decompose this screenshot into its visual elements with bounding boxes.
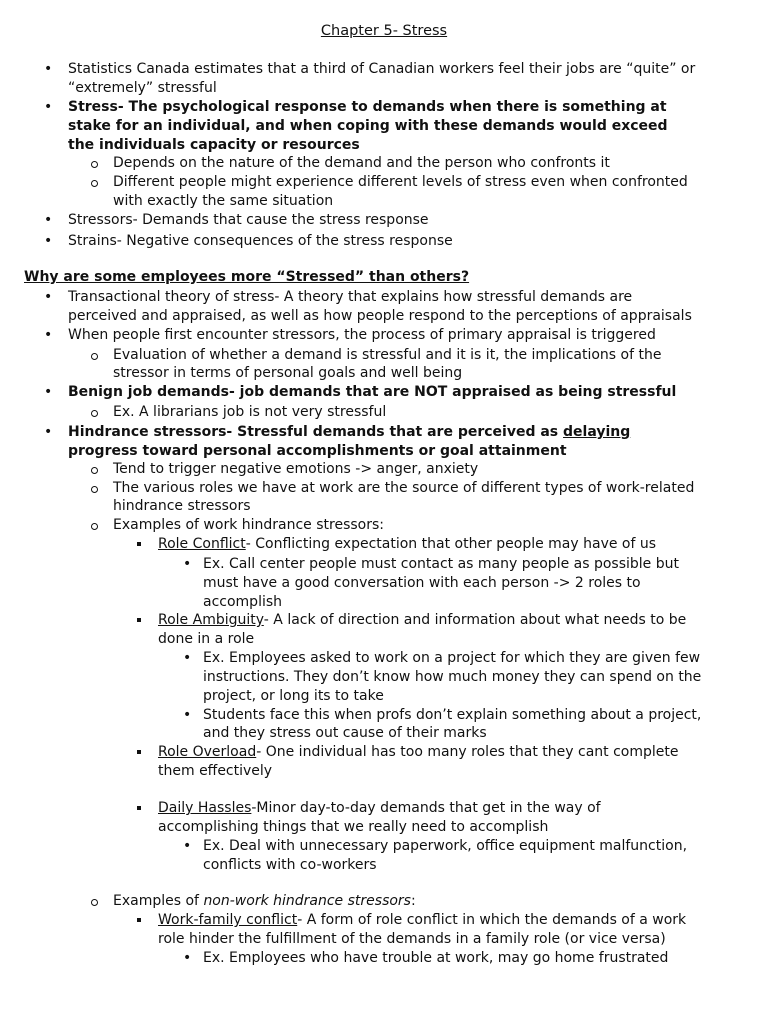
square-bullet-marker [137, 750, 141, 754]
sub-bullet-marker [91, 467, 98, 474]
sub-bullet-text: hindrance stressors [113, 498, 251, 514]
non-work-term: non-work hindrance stressors [203, 893, 411, 909]
example-text: Ex. Deal with unnecessary paperwork, office equipment malfunction, [203, 838, 688, 854]
sub-bullet-marker [91, 161, 98, 168]
bullet-text: When people first encounter stressors, the process of primary appraisal is triggered [68, 327, 656, 343]
role-conflict-item [158, 535, 656, 554]
definition-hindrance-text: Hindrance stressors- Stressful demands that are perceived as [68, 424, 564, 440]
work-family-item [158, 911, 686, 930]
daily-hassles-definition: accomplishing things that we really need to accomplish [158, 819, 549, 835]
role-overload-definition: them effectively [158, 763, 273, 779]
page-title: Chapter 5- Stress [320, 23, 448, 39]
definition-hindrance: progress toward personal accomplishments or goal attainment [68, 443, 567, 459]
work-family-definition: role hinder the fulfillment of the demands in a family role (or vice versa) [158, 931, 666, 947]
example-text: instructions. They don’t know how much money they can spend on the [203, 669, 702, 685]
definition-hindrance [68, 423, 630, 442]
definition-benign: Benign job demands- job demands that are NOT appraised as being stressful [68, 384, 677, 400]
example-text: accomplish [203, 594, 283, 610]
example-text: Students face this when profs don’t explain something about a project, [203, 707, 702, 723]
bullet-marker: • [44, 233, 53, 249]
sub-bullet-marker [91, 353, 98, 360]
term-daily-hassles: Daily Hassles [158, 800, 252, 816]
square-bullet-marker [137, 618, 141, 622]
sub-bullet-text: Depends on the nature of the demand and the person who confronts it [113, 155, 610, 171]
example-text: and they stress out cause of their marks [203, 725, 487, 741]
example-text: must have a good conversation with each person -> 2 roles to [203, 575, 641, 591]
sub-bullet-marker [91, 899, 98, 906]
bullet-marker: • [44, 289, 53, 305]
bullet-text: Strains- Negative consequences of the stress response [68, 233, 453, 249]
sub-bullet-text: Examples of work hindrance stressors: [113, 517, 385, 533]
bullet-marker: • [44, 99, 53, 115]
sub-bullet-text: Different people might experience different levels of stress even when confronted [113, 174, 688, 190]
square-bullet-marker [137, 918, 141, 922]
sub-bullet-text: Tend to trigger negative emotions -> anger, anxiety [113, 461, 479, 477]
example-text: Ex. Employees asked to work on a project for which they are given few [203, 650, 701, 666]
bullet-marker: • [44, 424, 53, 440]
example-text: project, or long its to take [203, 688, 384, 704]
sub-bullet-text: with exactly the same situation [113, 193, 334, 209]
example-text: conflicts with co-workers [203, 857, 377, 873]
bullet-text: Statistics Canada estimates that a third of Canadian workers feel their jobs are “quite” or [68, 61, 696, 77]
sub-bullet-text: The various roles we have at work are the source of different types of work-related [113, 480, 695, 496]
work-family-definition: - A form of role conflict in which the demands of a work [297, 912, 687, 928]
non-work-heading [113, 892, 416, 911]
sub-bullet-text: Evaluation of whether a demand is stressful and it is it, the implications of the [113, 347, 662, 363]
bullet-marker: • [44, 327, 53, 343]
non-work-colon: : [410, 893, 416, 909]
bullet-marker: • [44, 212, 53, 228]
non-work-prefix: Examples of [113, 893, 204, 909]
square-bullet-marker [137, 806, 141, 810]
example-text: Ex. Employees who have trouble at work, may go home frustrated [203, 950, 669, 966]
bullet-marker: • [183, 650, 192, 666]
role-ambiguity-definition: done in a role [158, 631, 255, 647]
sub-bullet-marker [91, 523, 98, 530]
daily-hassles-item [158, 799, 601, 818]
bullet-marker: • [44, 61, 53, 77]
bullet-marker: • [183, 556, 192, 572]
sub-bullet-marker [91, 180, 98, 187]
bullet-text: Stressors- Demands that cause the stress response [68, 212, 429, 228]
role-overload-definition: - One individual has too many roles that they cant complete [256, 744, 679, 760]
bullet-marker: • [44, 384, 53, 400]
role-ambiguity-definition: - A lack of direction and information about what needs to be [263, 612, 687, 628]
term-role-conflict: Role Conflict [158, 536, 246, 552]
bullet-marker: • [183, 707, 192, 723]
bullet-text: perceived and appraised, as well as how people respond to the perceptions of appraisals [68, 308, 692, 324]
definition-stress: the individuals capacity or resources [68, 137, 360, 153]
sub-bullet-text: Ex. A librarians job is not very stressful [113, 404, 387, 420]
definition-stress: Stress- The psychological response to demands when there is something at [68, 99, 667, 115]
example-text: Ex. Call center people must contact as many people as possible but [203, 556, 679, 572]
role-ambiguity-item [158, 611, 686, 630]
bullet-marker: • [183, 838, 192, 854]
section-heading: Why are some employees more “Stressed” than others? [24, 269, 470, 285]
term-role-ambiguity: Role Ambiguity [158, 612, 264, 628]
square-bullet-marker [137, 542, 141, 546]
bullet-text: “extremely” stressful [68, 80, 217, 96]
sub-bullet-marker [91, 486, 98, 493]
bullet-marker: • [183, 950, 192, 966]
daily-hassles-definition: -Minor day-to-day demands that get in the way of [251, 800, 601, 816]
bullet-text: Transactional theory of stress- A theory that explains how stressful demands are [68, 289, 633, 305]
role-overload-item [158, 743, 679, 762]
definition-stress: stake for an individual, and when coping with these demands would exceed [68, 118, 668, 134]
sub-bullet-marker [91, 410, 98, 417]
emphasis-delaying: delaying [563, 424, 631, 440]
term-role-overload: Role Overload [158, 744, 257, 760]
role-conflict-definition: - Conflicting expectation that other people may have of us [245, 536, 657, 552]
term-work-family-conflict: Work-family conflict [158, 912, 298, 928]
sub-bullet-text: stressor in terms of personal goals and well being [113, 365, 463, 381]
